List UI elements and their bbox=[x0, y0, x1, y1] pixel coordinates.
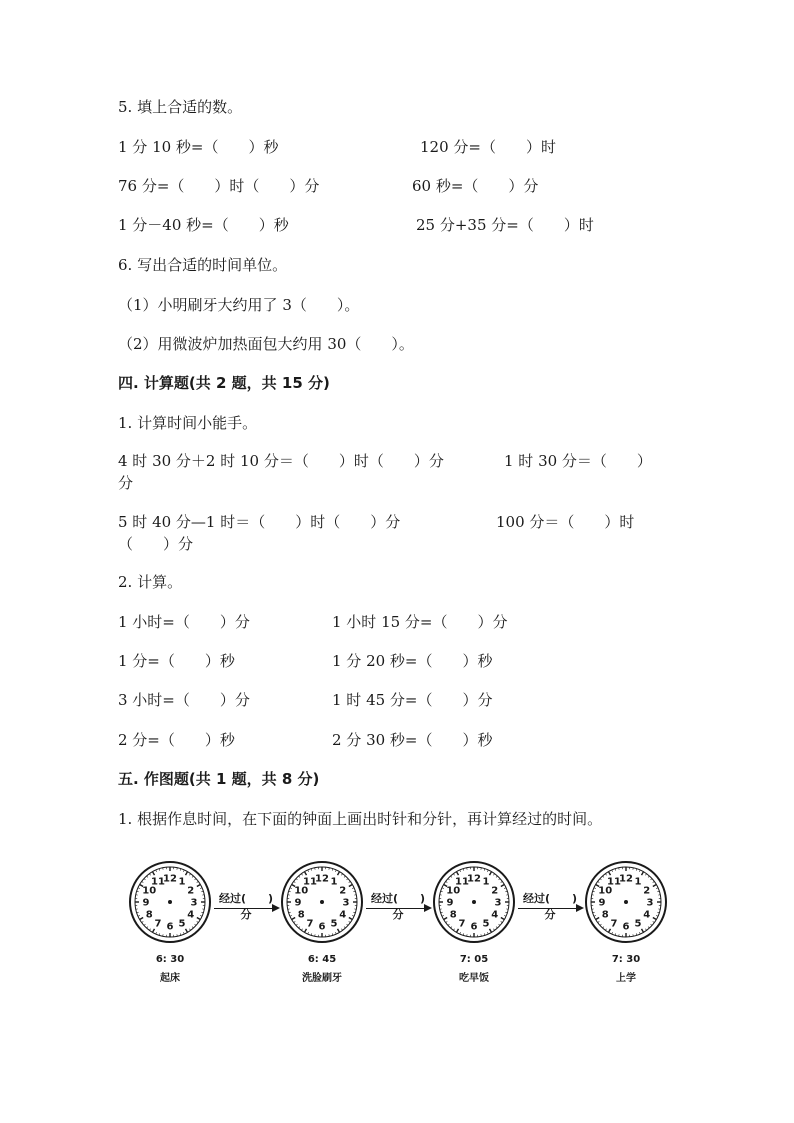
clock-number: 8 bbox=[297, 909, 305, 921]
clock-number: 3 bbox=[190, 897, 198, 909]
arrow-line bbox=[518, 908, 582, 909]
clock-face-wash[interactable] bbox=[280, 860, 364, 944]
clock-number: 1 bbox=[330, 876, 338, 888]
s4-q1-row2-wrap: （ ）分 bbox=[118, 535, 194, 553]
section4-heading: 四. 计算题(共 2 题，共 15 分) bbox=[118, 374, 330, 392]
clock-number: 4 bbox=[187, 909, 195, 921]
s4-q2-row2-right: 1 分 20 秒=（ ）秒 bbox=[332, 652, 493, 670]
clock-face-school[interactable] bbox=[584, 860, 668, 944]
s4-q1-row2-right: 100 分＝（ ）时 bbox=[496, 513, 635, 531]
clock-label: 吃早饭 bbox=[459, 973, 489, 984]
clock-number: 1 bbox=[482, 876, 490, 888]
s4-q1-row2-left: 5 时 40 分—1 时＝（ ）时（ ）分 bbox=[118, 513, 401, 531]
clock-number: 3 bbox=[494, 897, 502, 909]
clock-number: 10 bbox=[294, 885, 309, 897]
clock-number: 5 bbox=[330, 918, 338, 930]
clock-number: 6 bbox=[166, 921, 174, 933]
clock-number: 3 bbox=[646, 897, 654, 909]
clock-number: 1 bbox=[634, 876, 642, 888]
q5-title: 5. 填上合适的数。 bbox=[118, 98, 243, 116]
clock-number: 4 bbox=[491, 909, 499, 921]
s4-q1-row1-left: 4 时 30 分＋2 时 10 分＝（ ）时（ ）分 bbox=[118, 452, 444, 470]
s4-q2-row1-left: 1 小时=（ ）分 bbox=[118, 613, 250, 631]
section5-heading: 五. 作图题(共 1 题，共 8 分) bbox=[118, 770, 320, 788]
clock-number: 9 bbox=[142, 897, 150, 909]
clock-number: 9 bbox=[598, 897, 606, 909]
clock-number: 5 bbox=[178, 918, 186, 930]
clock-number: 2 bbox=[643, 885, 651, 897]
clock-label: 起床 bbox=[160, 973, 180, 984]
q6-title: 6. 写出合适的时间单位。 bbox=[118, 256, 288, 274]
arrow-line bbox=[366, 908, 430, 909]
clock-label: 上学 bbox=[616, 973, 636, 984]
clock-number: 9 bbox=[294, 897, 302, 909]
elapsed-label: 经过( )分 bbox=[218, 892, 274, 921]
elapsed-label: 经过( )分 bbox=[522, 892, 578, 921]
elapsed-arrow bbox=[214, 890, 278, 921]
clock-number: 11 bbox=[607, 876, 621, 888]
clock-number: 10 bbox=[142, 885, 157, 897]
s4-q2-title: 2. 计算。 bbox=[118, 573, 183, 591]
arrow-head-icon bbox=[424, 904, 432, 912]
s4-q2-row4-right: 2 分 30 秒=（ ）秒 bbox=[332, 731, 493, 749]
q5-row1-left: 1 分 10 秒=（ ）秒 bbox=[118, 138, 279, 156]
s4-q1-title: 1. 计算时间小能手。 bbox=[118, 414, 258, 432]
elapsed-arrow bbox=[366, 890, 430, 921]
clock-number: 12 bbox=[467, 873, 481, 885]
clock-face-breakfast[interactable] bbox=[432, 860, 516, 944]
clock-number: 5 bbox=[634, 918, 642, 930]
clock-number: 7 bbox=[154, 918, 162, 930]
s4-q2-row3-left: 3 小时=（ ）分 bbox=[118, 691, 250, 709]
clock-diagram bbox=[118, 860, 678, 990]
clock-number: 11 bbox=[151, 876, 165, 888]
clock-number: 11 bbox=[303, 876, 317, 888]
clock-face-wake-up[interactable] bbox=[128, 860, 212, 944]
clock-number: 2 bbox=[187, 885, 195, 897]
clock-number: 7 bbox=[306, 918, 314, 930]
clock-number: 4 bbox=[643, 909, 651, 921]
clock-center-dot bbox=[472, 900, 476, 904]
clock-label: 洗脸刷牙 bbox=[302, 973, 342, 984]
clock-number: 5 bbox=[482, 918, 490, 930]
s4-q1-row1-right: 1 时 30 分＝（ ） bbox=[504, 452, 652, 470]
q5-row3-right: 25 分+35 分=（ ）时 bbox=[416, 216, 594, 234]
clock-number: 6 bbox=[622, 921, 630, 933]
clock-number: 6 bbox=[470, 921, 478, 933]
clock-number: 12 bbox=[619, 873, 633, 885]
q5-row1-right: 120 分=（ ）时 bbox=[420, 138, 556, 156]
clock-time: 7: 05 bbox=[459, 954, 489, 965]
clock-number: 2 bbox=[339, 885, 347, 897]
clock-number: 4 bbox=[339, 909, 347, 921]
arrow-head-icon bbox=[576, 904, 584, 912]
clock-number: 7 bbox=[458, 918, 466, 930]
arrow-head-icon bbox=[272, 904, 280, 912]
clock-number: 6 bbox=[318, 921, 326, 933]
q6-item1: （1）小明刷牙大约用了 3（ ）。 bbox=[118, 296, 360, 314]
clock-number: 2 bbox=[491, 885, 499, 897]
q5-row2-right: 60 秒=（ ）分 bbox=[412, 177, 539, 195]
clock-number: 8 bbox=[601, 909, 609, 921]
q5-row2-left: 76 分=（ ）时（ ）分 bbox=[118, 177, 320, 195]
clock-number: 12 bbox=[315, 873, 329, 885]
elapsed-arrow bbox=[518, 890, 582, 921]
elapsed-label: 经过( )分 bbox=[370, 892, 426, 921]
clock-time: 6: 30 bbox=[155, 954, 185, 965]
clock-number: 7 bbox=[610, 918, 618, 930]
clock-time: 6: 45 bbox=[307, 954, 337, 965]
q5-row3-left: 1 分－40 秒=（ ）秒 bbox=[118, 216, 289, 234]
q6-item2: （2）用微波炉加热面包大约用 30（ ）。 bbox=[118, 335, 414, 353]
clock-number: 11 bbox=[455, 876, 469, 888]
clock-center-dot bbox=[168, 900, 172, 904]
s4-q2-row4-left: 2 分=（ ）秒 bbox=[118, 731, 235, 749]
s4-q2-row2-left: 1 分=（ ）秒 bbox=[118, 652, 235, 670]
clock-number: 10 bbox=[446, 885, 461, 897]
clock-number: 8 bbox=[449, 909, 457, 921]
arrow-line bbox=[214, 908, 278, 909]
s4-q1-row1-wrap: 分 bbox=[118, 474, 134, 492]
clock-number: 9 bbox=[446, 897, 454, 909]
clock-center-dot bbox=[624, 900, 628, 904]
clock-number: 10 bbox=[598, 885, 613, 897]
s4-q2-row1-right: 1 小时 15 分=（ ）分 bbox=[332, 613, 508, 631]
clock-number: 1 bbox=[178, 876, 186, 888]
clock-number: 3 bbox=[342, 897, 350, 909]
clock-time: 7: 30 bbox=[611, 954, 641, 965]
clock-number: 12 bbox=[163, 873, 177, 885]
s4-q2-row3-right: 1 时 45 分=（ ）分 bbox=[332, 691, 493, 709]
clock-number: 8 bbox=[145, 909, 153, 921]
clock-center-dot bbox=[320, 900, 324, 904]
s5-q1-title: 1. 根据作息时间，在下面的钟面上画出时针和分针，再计算经过的时间。 bbox=[118, 810, 603, 828]
